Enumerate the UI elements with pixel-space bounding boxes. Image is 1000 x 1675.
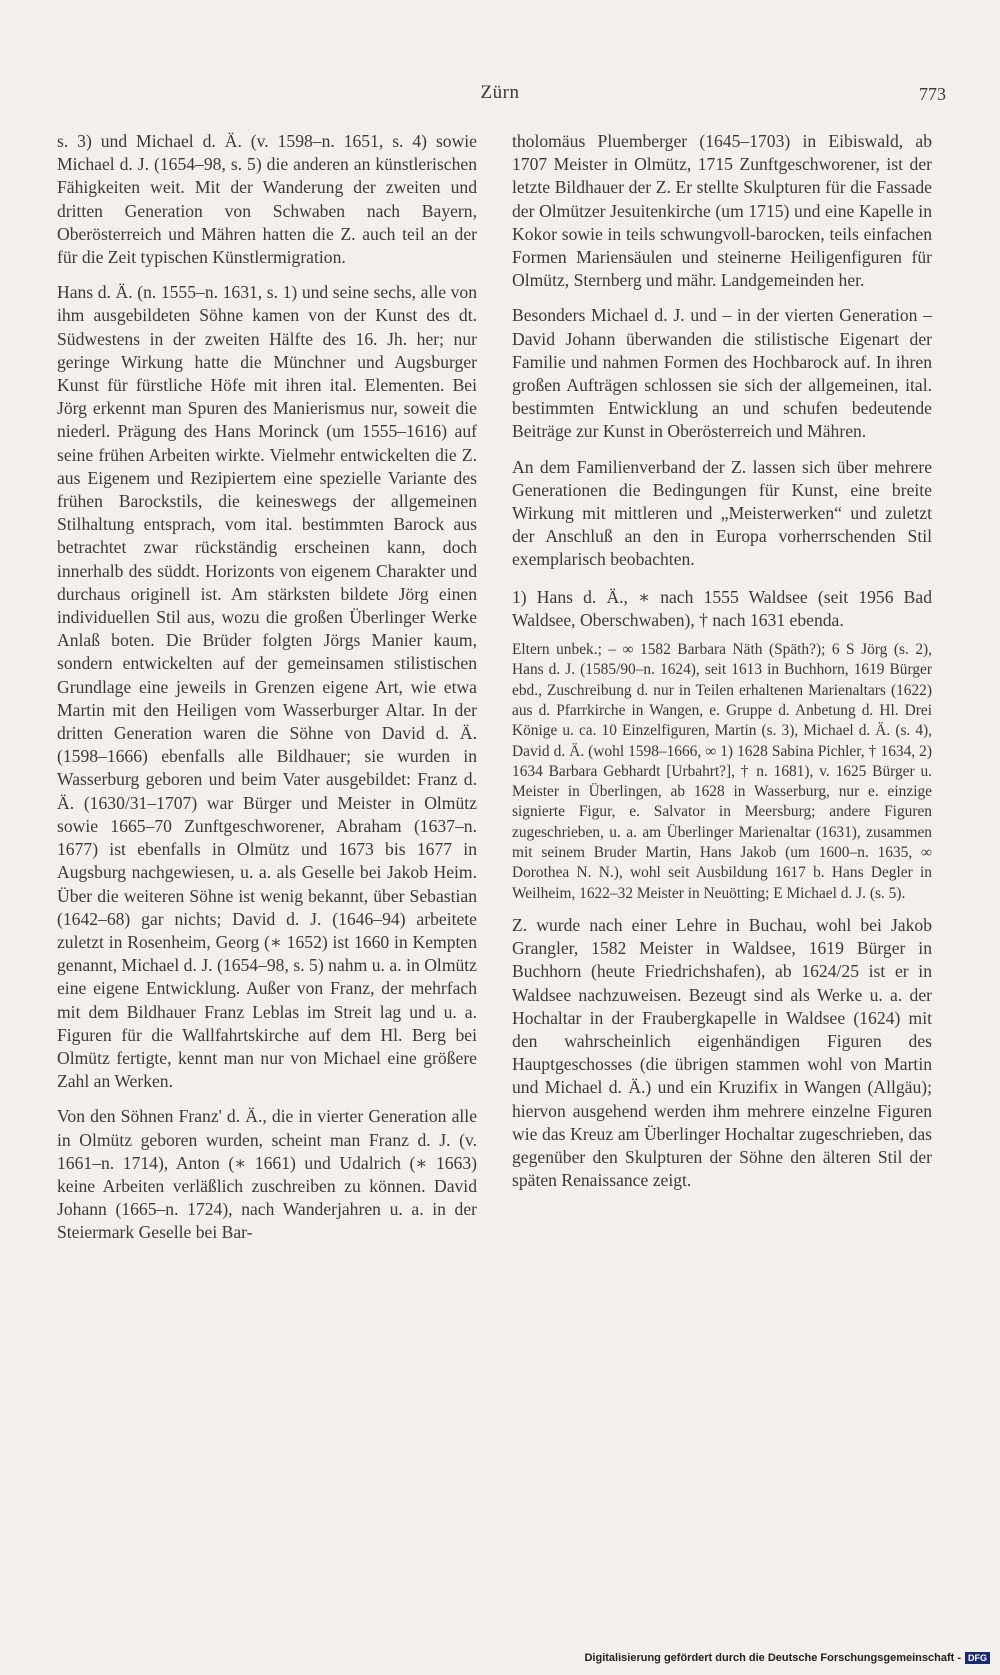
paragraph: An dem Familienverband der Z. lassen sich über mehrere Generationen die Bedingungen für Kunst, eine breite Wirkung mit mittleren und „Meisterwerken“ und zuletzt der Anschluß an den in Europa vorherrschenden Stil exemplarisch beobachten.	[512, 456, 932, 570]
page-number: 773	[919, 84, 946, 104]
digitization-footer	[584, 1652, 990, 1664]
dfg-logo: DFG	[965, 1652, 990, 1664]
right-column	[512, 130, 932, 1204]
running-title: Zürn	[480, 82, 520, 103]
left-column	[57, 130, 477, 1257]
footer-text: Digitalisierung gefördert durch die Deutsche Forschungsgemeinschaft -	[584, 1652, 961, 1664]
paragraph: tholomäus Pluemberger (1645–1703) in Eibiswald, ab 1707 Meister in Olmütz, 1715 Zunftgeschworener, ist der letzte Bildhauer der Z. Er stellte Skulpturen für die Fassade der Olmützer Jesuitenkirche (um 1715) und eine Kapelle in Kokor sowie in teils schwungvoll-barocken, teils einfachen Formen Mariensäulen und steinerne Heiligenfiguren für Olmütz, Sternberg und mähr. Landgemeinden her.	[512, 131, 932, 291]
paragraph: Besonders Michael d. J. und – in der vierten Generation – David Johann überwanden die stilistische Eigenart der Familie und nahmen Formen des Hochbarock auf. In ihren großen Aufträgen schlossen sie sich der allgemeinen, ital. bestimmten Entwicklung an und schufen bedeutende Beiträge zur Kunst in Oberösterreich und Mähren.	[512, 305, 932, 442]
entry-heading: 1) Hans d. Ä., ∗ nach 1555 Waldsee (seit 1956 Bad Waldsee, Oberschwaben), † nach 1631 ebenda.	[512, 586, 932, 630]
paragraph: Von den Söhnen Franz' d. Ä., die in vierter Generation alle in Olmütz geboren wurden, scheint man Franz d. J. (v. 1661–n. 1714), Anton (∗ 1661) und Udalrich (∗ 1663) keine Arbeiten verläßlich zuschreiben zu können. David Johann (1665–n. 1724), nach Wanderjahren u. a. in der Steiermark Geselle bei Bar-	[57, 1106, 477, 1243]
paragraph: Z. wurde nach einer Lehre in Buchau, wohl bei Jakob Grangler, 1582 Meister in Waldsee, 1619 Bürger in Buchhorn (heute Friedrichshafen), ab 1624/25 ist er in Waldsee nachzuweisen. Bezeugt sind als Werke u. a. der Hochaltar in der Fraubergkapelle in Waldsee (1624) mit den wahrscheinlich eigenhändigen Figuren des Hauptgeschosses (die übrigen stammen wohl von Martin und Michael d. Ä.) und ein Kruzifix in Wangen (Allgäu); hiervon ausgehend werden ihm mehrere einzelne Figuren wie das Kreuz am Überlinger Hochaltar zugeschrieben, das gegenüber den Skulpturen der Söhne den älteren Stil der späten Renaissance zeigt.	[512, 914, 932, 1191]
genealogy-note: Eltern unbek.; – ∞ 1582 Barbara Näth (Späth?); 6 S Jörg (s. 2), Hans d. J. (1585/90–n. 1624), seit 1613 in Buchhorn, 1619 Bürger ebd., Zuschreibung d. nur in Teilen erhaltenen Marienaltars (1622) aus d. Pfarrkirche in Wangen, e. Gruppe d. Anbetung d. Hl. Drei Könige u. ca. 10 Einzelfiguren, Martin (s. 3), Michael d. Ä. (s. 4), David d. Ä. (wohl 1598–1666, ∞ 1) 1628 Sabina Pichler, † 1634, 2) 1634 Barbara Gebhardt [Urbahrt?], † n. 1681), v. 1625 Bürger u. Meister in Überlingen, ab 1628 in Wasserburg, nur e. einzige signierte Figur, e. Salvator in Meersburg; andere Figuren zugeschrieben, u. a. am Überlinger Marienaltar (1631), zusammen mit seinem Bruder Martin, Hans Jakob (um 1600–n. 1635, ∞ Dorothea N. N.), wohl seit Ausbildung 1617 b. Hans Degler in Weilheim, 1622–32 Meister in Neuötting; E Michael d. J. (s. 5).	[512, 641, 932, 902]
paragraph: s. 3) und Michael d. Ä. (v. 1598–n. 1651, s. 4) sowie Michael d. J. (1654–98, s. 5) die anderen an künstlerischen Fähigkeiten weit. Mit der Wanderung der zweiten und dritten Generation von Schwaben nach Bayern, Oberösterreich und Mähren hatten die Z. auch teil an der für die Zeit typischen Künstlermigration.	[57, 131, 477, 268]
paragraph: Hans d. Ä. (n. 1555–n. 1631, s. 1) und seine sechs, alle von ihm ausgebildeten Söhne kamen von der Kunst des dt. Südwestens in der zweiten Hälfte des 16. Jh. her; nur geringe Wirkung hatte die Münchner und Augsburger Kunst für fürstliche Höfe mit ihren ital. Elementen. Bei Jörg erkennt man Spuren des Manierismus nur, soweit die niederl. Prägung des Hans Morinck (um 1555–1616) auf seine frühen Arbeiten wirkte. Vielmehr entwickelten die Z. aus Eigenem und Rezipiertem eine spezielle Variante des frühen Barockstils, die keineswegs der allgemeinen Stilhaltung entsprach, vom ital. bestimmten Barock aus betrachtet zwar rückständig erscheinen kann, doch innerhalb des süddt. Horizonts von eigenem Charakter und durchaus originell ist. Am stärksten bildete Jörg einen individuellen Stil aus, wozu die großen Überlinger Werke Anlaß boten. Die Brüder folgten Jörgs Manier kaum, sondern entwickelten auf der gemeinsamen stilistischen Grundlage eine jeweils in Grenzen eigene Art, wie etwa Martin mit den Heiligen vom Wasserburger Altar. In der dritten Generation waren die Söhne von David d. Ä. (1598–1666) ebenfalls alle Bildhauer; sie wurden in Wasserburg geboren und beim Vater ausgebildet: Franz d. Ä. (1630/31–1707) war Bürger und Meister in Olmütz sowie 1665–70 Zunftgeschworener, Abraham (1637–n. 1677) ist ebenfalls in Olmütz und 1673 bis 1677 in Augsburg nachgewiesen, u. a. als Geselle bei Jakob Heim. Über die weiteren Söhne ist wenig bekannt, über Sebastian (1642–68) gar nichts; David d. J. (1646–94) arbeitete zuletzt in Rosenheim, Georg (∗ 1652) ist 1660 in Kempten genannt, Michael d. J. (1654–98, s. 5) nahm u. a. in Olmütz eine eigene Entwicklung. Außer von Franz, der mehrfach mit dem Bildhauer Franz Leblas im Streit lag und u. a. Figuren für die Wallfahrtskirche auf dem Hl. Berg bei Olmütz fertigte, kennt man nur von Michael eine größere Zahl an Werken.	[57, 282, 477, 1092]
